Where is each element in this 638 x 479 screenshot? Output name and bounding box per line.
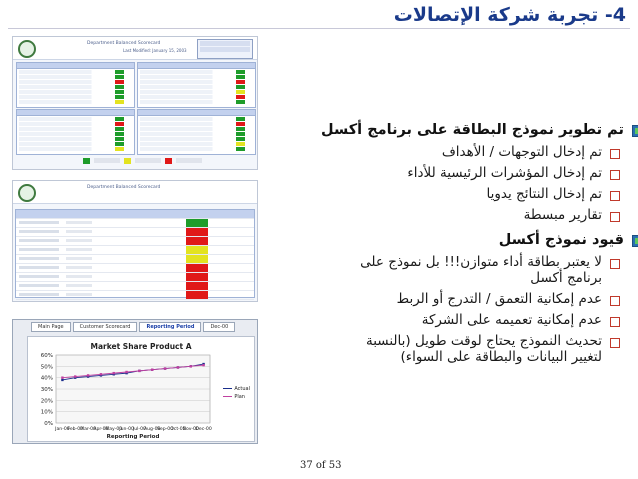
data-point-plan: [87, 374, 89, 376]
tab-main-page[interactable]: Main Page: [31, 322, 71, 332]
company-logo-icon: [18, 184, 36, 202]
tab-customer-scorecard[interactable]: Customer Scorecard: [73, 322, 138, 332]
x-tick-label: Oct-00: [170, 427, 186, 432]
financial-perspective-panel: [16, 62, 135, 108]
data-point-plan: [125, 371, 127, 373]
bullet-box-icon: [610, 212, 620, 222]
x-tick-label: Jul-00: [132, 427, 146, 432]
bullet-box-icon: [610, 170, 620, 180]
chart-area: [27, 336, 255, 442]
x-tick-label: Nov-00: [182, 427, 199, 432]
bullet-square-icon: [632, 125, 638, 137]
chart-legend: [223, 385, 250, 401]
period-select[interactable]: Dec-00: [203, 322, 235, 332]
list-item: تم إدخال المؤشرات الرئيسية للأداء: [324, 165, 602, 181]
scorecard-detail-thumbnail: [12, 180, 258, 302]
y-tick-label: 0%: [44, 421, 53, 427]
data-point-plan: [177, 366, 179, 368]
data-point-plan: [113, 372, 115, 374]
page-counter: 37 of 53: [300, 460, 342, 471]
market-share-chart: [28, 337, 254, 441]
bullet-square-icon: [632, 235, 638, 247]
bullet-box-icon: [610, 259, 620, 269]
list-item: عدم إمكانية تعميمه على الشركة: [324, 312, 602, 328]
list-item: تحديث النموذج يحتاج لوقت طويل (بالنسبة لتغيير البيانات والبطاقة على السواء): [332, 333, 602, 365]
reporting-period-box: [197, 39, 253, 59]
data-point-plan: [164, 367, 166, 369]
sheet-tabs: [31, 322, 235, 332]
x-tick-label: Feb-00: [67, 427, 84, 432]
x-tick-label: Dec-00: [195, 427, 212, 432]
customer-perspective-panel: [137, 62, 256, 108]
list-item: عدم إمكانية التعمق / التدرج أو الربط: [324, 291, 602, 307]
y-tick-label: 30%: [40, 387, 53, 393]
y-tick-label: 40%: [40, 375, 53, 382]
list-item: تقارير مبسطة: [324, 207, 602, 223]
chart-title: Market Share Product A: [90, 342, 192, 351]
title-divider: [8, 28, 630, 29]
bullet-box-icon: [610, 296, 620, 306]
slide-title: 4- تجربة شركة الإتصالات: [393, 4, 626, 26]
section2-heading: قيود نموذج أكسل: [324, 232, 624, 248]
scorecard-caption: Department Balanced Scorecard: [87, 41, 161, 46]
data-point-plan: [138, 370, 140, 372]
list-item: لا يعتبر بطاقة أداء متوازن!!! بل نموذج على برنامج أكسل: [332, 254, 602, 286]
scorecard-dashboard-thumbnail: [12, 36, 258, 170]
tab-reporting-period[interactable]: Reporting Period: [139, 322, 201, 332]
x-axis-label: Reporting Period: [106, 434, 160, 440]
scorecard-header: [13, 37, 257, 60]
bullet-box-icon: [610, 191, 620, 201]
y-tick-label: 60%: [40, 353, 53, 359]
status-legend: [83, 157, 233, 164]
legend-actual: Actual: [223, 385, 250, 393]
x-tick-label: Sep-00: [156, 427, 174, 432]
detail-caption: Department Balanced Scorecard: [87, 185, 161, 190]
x-tick-label: Apr-00: [93, 427, 109, 432]
data-point-plan: [74, 375, 76, 377]
list-item: تم إدخال التوجهات / الأهداف: [324, 144, 602, 160]
y-tick-label: 50%: [40, 364, 53, 371]
list-item: تم إدخال النتائج يدويا: [324, 186, 602, 202]
scorecard-updated: Last Modified: January 15, 2003: [123, 48, 187, 53]
x-tick-label: Mar-00: [80, 427, 97, 432]
data-point-plan: [202, 364, 204, 366]
x-tick-label: Jun-00: [119, 427, 134, 432]
x-tick-label: Aug-00: [144, 427, 161, 432]
bullet-box-icon: [610, 338, 620, 348]
content-list: [321, 122, 624, 370]
x-tick-label: Jan-00: [55, 427, 70, 432]
bullet-box-icon: [610, 317, 620, 327]
data-point-plan: [151, 369, 153, 371]
company-logo-icon: [18, 40, 36, 58]
detail-header: [13, 181, 257, 204]
x-tick-label: May-00: [105, 427, 123, 432]
detail-table: [15, 209, 255, 298]
data-point-plan: [61, 376, 63, 378]
data-point-actual: [61, 379, 63, 381]
learning-growth-panel: [137, 109, 256, 155]
bullet-box-icon: [610, 149, 620, 159]
legend-plan: Plan: [223, 393, 250, 401]
data-point-plan: [100, 373, 102, 375]
market-share-chart-thumbnail: [12, 319, 258, 444]
data-point-plan: [190, 365, 192, 367]
y-tick-label: 20%: [40, 398, 53, 405]
internal-process-panel: [16, 109, 135, 155]
section1-heading: تم تطوير نموذج البطاقة على برنامج أكسل: [324, 122, 624, 138]
y-tick-label: 10%: [40, 409, 53, 416]
